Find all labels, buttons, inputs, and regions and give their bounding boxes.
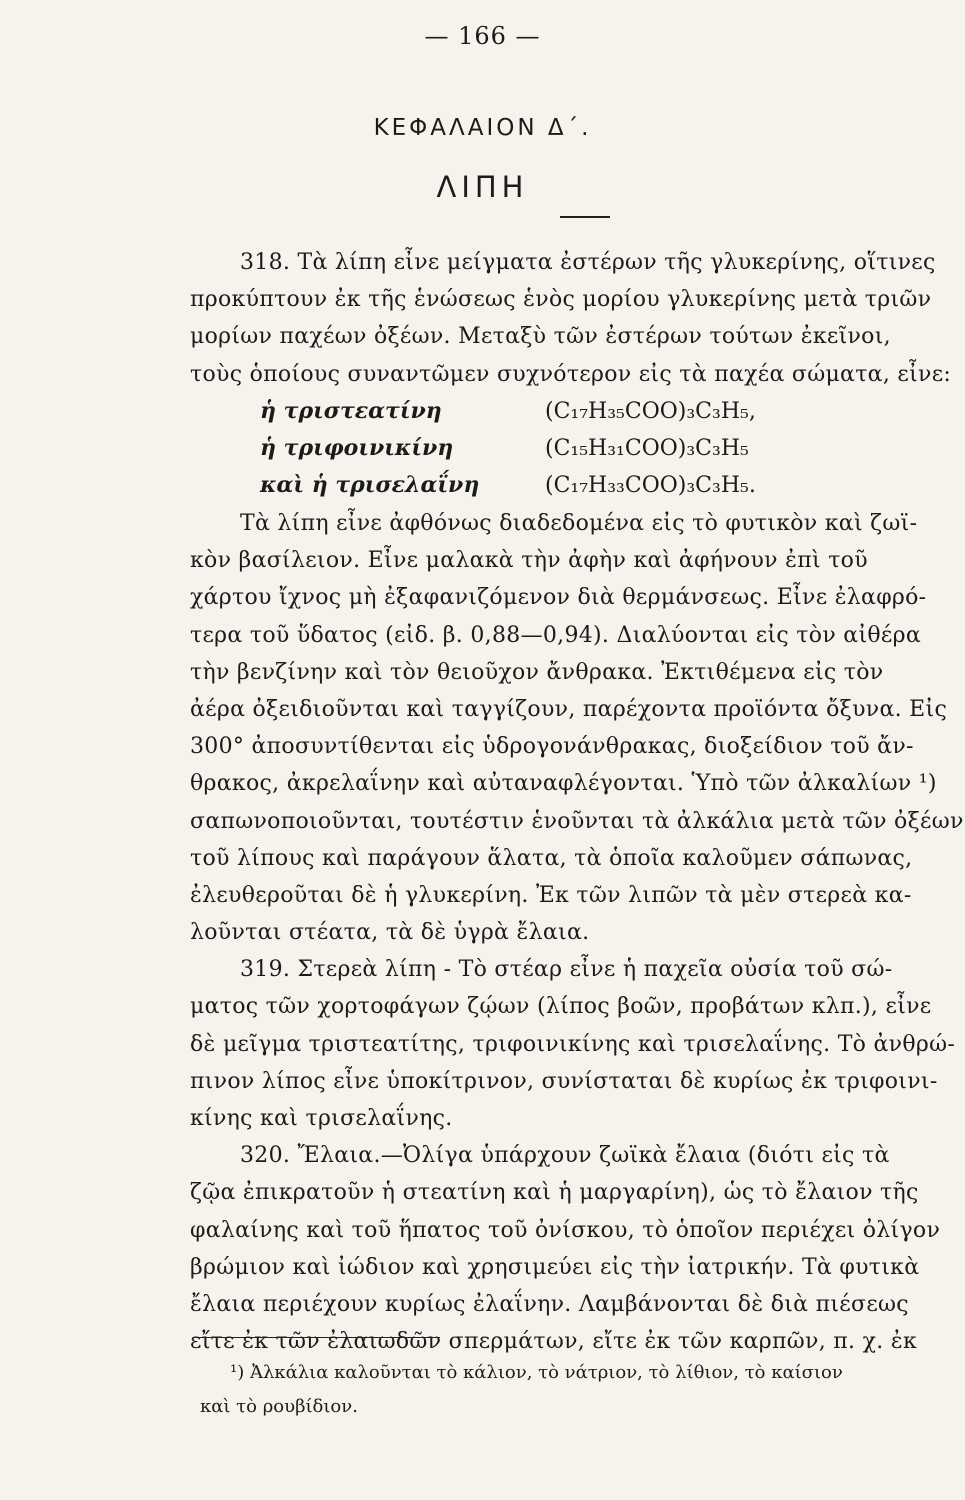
title-underline <box>560 216 610 218</box>
text-line: ἔλαια περιέχουν κυρίως ἐλαΐνην. Λαμβάνονται δὲ διὰ πιέσεως <box>190 1291 909 1317</box>
page-number: — 166 — <box>424 22 541 50</box>
text-line: ἀέρα ὀξειδιοῦνται καὶ ταγγίζουν, παρέχοντα προϊόντα ὄξυνα. Εἰς <box>190 696 948 722</box>
text-line: τοὺς ὁποίους συναντῶμεν συχνότερον εἰς τὰ παχέα σώματα, εἶνε: <box>190 361 952 387</box>
text-line: θρακος, ἀκρελαΐνην καὶ αὐταναφλέγονται. Ὑπὸ τῶν ἀλκαλίων ¹) <box>190 771 937 797</box>
text-line: ζῷα ἐπικρατοῦν ἡ στεατίνη καὶ ἡ μαργαρίνη), ὡς τὸ ἔλαιον τῆς <box>190 1180 919 1206</box>
text-line: χάρτου ἴχνος μὴ ἐξαφανιζόμενον διὰ θερμάνσεως. Εἶνε ἐλαφρό- <box>190 585 927 611</box>
text-line: Τὰ λίπη εἶνε ἀφθόνως διαδεδομένα εἰς τὸ φυτικὸν καὶ ζωϊ- <box>240 511 918 536</box>
text-line: ματος τῶν χορτοφάγων ζῴων (λίπος βοῶν, προβάτων κλπ.), εἶνε <box>190 994 932 1020</box>
text-line: κὸν βασίλειον. Εἶνε μαλακὰ τὴν ἀφὴν καὶ ἀφήνουν ἐπὶ τοῦ <box>190 548 868 574</box>
formula-row <box>190 430 965 467</box>
text-line: εἴτε ἐκ τῶν ἐλαιωδῶν σπερμάτων, εἴτε ἐκ τῶν καρπῶν, π. χ. ἐκ <box>190 1329 917 1355</box>
compound-name: καὶ ἡ τρισελαΐνη <box>260 472 480 499</box>
footnote-line: καὶ τὸ ρουβίδιον. <box>200 1396 358 1417</box>
chemical-formula: (C₁₇H₃₅COO)₃C₃H₅, <box>545 398 756 424</box>
text-line: τὴν βενζίνην καὶ τὸν θειοῦχον ἄνθρακα. Ἐκτιθέμενα εἰς τὸν <box>190 659 884 685</box>
text-line: μορίων παχέων ὀξέων. Μεταξὺ τῶν ἐστέρων τούτων ἐκεῖνοι, <box>190 324 891 350</box>
chapter-heading: ΚΕΦΑΛΑΙΟΝ Δ΄. <box>373 115 592 141</box>
text-line: 300° ἀποσυντίθενται εἰς ὑδρογονάνθρακας, διοξείδιον τοῦ ἄν- <box>190 734 914 760</box>
text-line: 318. Τὰ λίπη εἶνε μείγματα ἐστέρων τῆς γλυκερίνης, οἵτινες <box>240 250 936 275</box>
text-line: σαπωνοποιοῦνται, τουτέστιν ἑνοῦνται τὰ ἀλκάλια μετὰ τῶν ὀξέων <box>190 808 964 834</box>
chemical-formula: (C₁₇H₃₃COO)₃C₃H₅. <box>545 473 756 499</box>
text-line: φαλαίνης καὶ τοῦ ἥπατος τοῦ ὀνίσκου, τὸ ὁποῖον περιέχει ὀλίγον <box>190 1217 941 1243</box>
text-line: τερα τοῦ ὕδατος (εἰδ. β. 0,88—0,94). Διαλύονται εἰς τὸν αἰθέρα <box>190 622 922 648</box>
body-text-block-1 <box>190 244 965 504</box>
compound-name: ἡ τριστεατίνη <box>260 397 442 424</box>
text-line: τοῦ λίπους καὶ παράγουν ἅλατα, τὰ ὁποῖα καλοῦμεν σάπωνας, <box>190 845 913 871</box>
body-text-block-2 <box>190 505 965 1360</box>
text-line: 319. Στερεὰ λίπη - Τὸ στέαρ εἶνε ἡ παχεῖα οὐσία τοῦ σώ- <box>240 957 893 983</box>
footnote-line: ¹) Ἀλκάλια καλοῦνται τὸ κάλιον, τὸ νάτριον, τὸ λίθιον, τὸ καίσιον <box>230 1362 843 1383</box>
text-line: βρώμιον καὶ ἰώδιον καὶ χρησιμεύει εἰς τὴν ἰατρικήν. Τὰ φυτικὰ <box>190 1254 920 1280</box>
footnote-divider <box>195 1337 440 1338</box>
text-line: λοῦνται στέατα, τὰ δὲ ὑγρὰ ἔλαια. <box>190 920 590 946</box>
formula-row <box>190 467 965 504</box>
formula-row <box>190 393 965 430</box>
text-line: προκύπτουν ἐκ τῆς ἑνώσεως ἑνὸς μορίου γλυκερίνης μετὰ τριῶν <box>190 287 932 313</box>
footnotes <box>200 1356 965 1424</box>
text-line: δὲ μεῖγμα τριστεατίτης, τριφοινικίνης καὶ τρισελαΐνης. Τὸ ἀνθρώ- <box>190 1031 956 1057</box>
compound-name: ἡ τριφοινικίνη <box>260 434 454 461</box>
text-line: κίνης καὶ τρισελαΐνης. <box>190 1106 453 1131</box>
chemical-formula: (C₁₅H₃₁COO)₃C₃H₅ <box>545 435 749 461</box>
text-line: πινον λίπος εἶνε ὑποκίτρινον, συνίσταται δὲ κυρίως ἐκ τριφοινι- <box>190 1068 938 1094</box>
section-title: ΛΙΠΗ <box>436 170 529 204</box>
text-line: 320. Ἔλαια.—Ὀλίγα ὑπάρχουν ζωϊκὰ ἔλαια (διότι εἰς τὰ <box>240 1143 890 1169</box>
text-line: ἐλευθεροῦται δὲ ἡ γλυκερίνη. Ἐκ τῶν λιπῶν τὰ μὲν στερεὰ κα- <box>190 882 912 908</box>
